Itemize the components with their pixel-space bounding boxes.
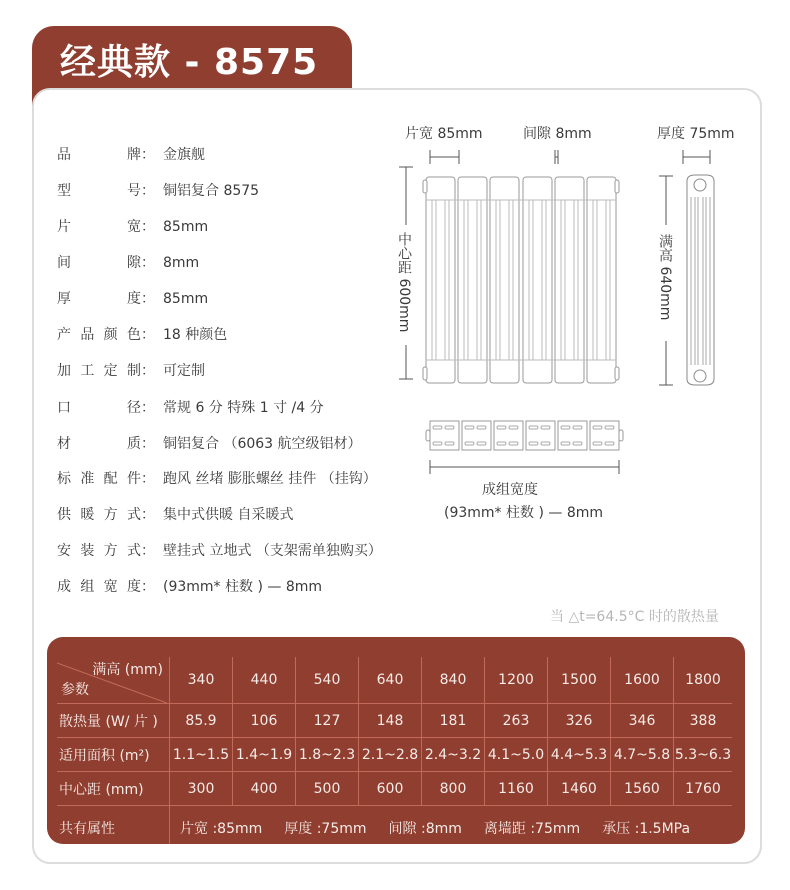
table-cell: 300 <box>170 772 233 806</box>
parameter-table-panel <box>47 637 745 844</box>
spec-value: 常规 6 分 特殊 1 寸 /4 分 <box>163 400 324 416</box>
table-cell: 148 <box>359 704 422 738</box>
table-cell: 4.1~5.0 <box>485 738 548 772</box>
spec-row-accessories: 标准配件： 跑风 丝堵 膨胀螺丝 挂件 （挂钩） <box>57 468 377 492</box>
spec-label: 品牌 <box>57 147 141 163</box>
table-header-row <box>57 657 732 704</box>
spec-row-thickness: 厚度： 85mm <box>57 288 208 312</box>
spec-value: 跑风 丝堵 膨胀螺丝 挂件 （挂钩） <box>163 471 377 487</box>
spec-value: 壁挂式 立地式 （支架需单独购买） <box>163 543 382 559</box>
parameter-table <box>57 657 732 844</box>
table-cell: 1200 <box>485 657 548 704</box>
table-cell: 1500 <box>548 657 611 704</box>
table-cell: 1460 <box>548 772 611 806</box>
common-value: 离墙距 :75mm <box>483 821 581 837</box>
table-common-row <box>57 806 732 845</box>
table-cell: 600 <box>359 772 422 806</box>
spec-label: 安装方式 <box>57 543 141 559</box>
table-cell: 127 <box>296 704 359 738</box>
spec-row-heating: 供暖方式： 集中式供暖 自采暖式 <box>57 504 293 528</box>
spec-value: 集中式供暖 自采暖式 <box>163 507 294 523</box>
row-label: 中心距 (mm) <box>57 772 170 806</box>
table-cell: 326 <box>548 704 611 738</box>
center-distance-label: 中心距 600mm <box>396 232 412 333</box>
header-full-height: 满高 (mm) <box>92 662 163 678</box>
table-row <box>57 704 732 738</box>
spec-label: 加工定制 <box>57 363 141 379</box>
spec-label: 型号 <box>57 183 141 199</box>
spec-value: 可定制 <box>163 363 205 379</box>
group-width-formula: (93mm* 柱数 ) — 8mm <box>444 505 603 521</box>
spec-row-install: 安装方式： 壁挂式 立地式 （支架需单独购买） <box>57 540 382 564</box>
table-cell: 106 <box>233 704 296 738</box>
table-cell: 1800 <box>674 657 733 704</box>
spec-row-material: 材质： 铜铝复合 （6063 航空级铝材） <box>57 433 362 457</box>
common-value: 片宽 :85mm <box>180 821 263 837</box>
spec-label: 间隙 <box>57 255 141 271</box>
table-cell: 540 <box>296 657 359 704</box>
table-cell: 1560 <box>611 772 674 806</box>
table-cell: 388 <box>674 704 733 738</box>
row-label: 适用面积 (m²) <box>57 738 170 772</box>
table-cell: 400 <box>233 772 296 806</box>
radiator-side-view-diagram <box>655 145 725 390</box>
common-label: 共有属性 <box>57 806 170 845</box>
table-cell: 340 <box>170 657 233 704</box>
table-cell: 2.1~2.8 <box>359 738 422 772</box>
radiator-front-view-diagram <box>395 145 635 390</box>
common-value: 厚度 :75mm <box>284 821 367 837</box>
spec-label: 片宽 <box>57 219 141 235</box>
table-cell: 1160 <box>485 772 548 806</box>
table-cell: 263 <box>485 704 548 738</box>
full-height-label: 满高 640mm <box>657 234 673 321</box>
spec-value: 85mm <box>163 291 209 307</box>
table-cell: 1.4~1.9 <box>233 738 296 772</box>
table-cell: 4.7~5.8 <box>611 738 674 772</box>
spec-label: 口径 <box>57 400 141 416</box>
table-cell: 1.8~2.3 <box>296 738 359 772</box>
spec-value: 18 种颜色 <box>163 327 228 343</box>
radiator-top-view-diagram <box>420 418 635 478</box>
spec-label: 材质 <box>57 436 141 452</box>
spec-row-colors: 产品颜色： 18 种颜色 <box>57 324 227 348</box>
table-cell: 800 <box>422 772 485 806</box>
spec-value: 85mm <box>163 219 209 235</box>
table-cell: 500 <box>296 772 359 806</box>
table-cell: 1760 <box>674 772 733 806</box>
row-label: 散热量 (W/ 片 ) <box>57 704 170 738</box>
spec-value: 铜铝复合 8575 <box>163 183 260 199</box>
spec-value: 金旗舰 <box>163 147 205 163</box>
spec-row-custom: 加工定制： 可定制 <box>57 360 205 384</box>
spec-label: 产品颜色 <box>57 327 141 343</box>
table-cell: 5.3~6.3 <box>674 738 733 772</box>
page-title: 经典款 - 8575 <box>60 42 319 83</box>
spec-label: 供暖方式 <box>57 507 141 523</box>
spec-row-model: 型号： 铜铝复合 8575 <box>57 180 259 204</box>
table-cell: 346 <box>611 704 674 738</box>
table-cell: 2.4~3.2 <box>422 738 485 772</box>
spec-row-brand: 品牌： 金旗舰 <box>57 144 205 168</box>
spec-row-gap: 间隙： 8mm <box>57 252 199 276</box>
spec-label: 标准配件 <box>57 471 141 487</box>
table-corner-header <box>57 657 170 704</box>
table-cell: 85.9 <box>170 704 233 738</box>
spec-row-width: 片宽： 85mm <box>57 216 208 240</box>
spec-row-group-width: 成组宽度： (93mm* 柱数 ) — 8mm <box>57 576 322 600</box>
spec-value: (93mm* 柱数 ) — 8mm <box>163 579 322 595</box>
spec-row-caliber: 口径： 常规 6 分 特殊 1 寸 /4 分 <box>57 397 324 421</box>
table-cell: 4.4~5.3 <box>548 738 611 772</box>
table-row <box>57 738 732 772</box>
spec-label: 成组宽度 <box>57 579 141 595</box>
spec-value: 铜铝复合 （6063 航空级铝材） <box>163 436 362 452</box>
header-parameters: 参数 <box>61 682 89 698</box>
table-cell: 840 <box>422 657 485 704</box>
thickness-label: 厚度 75mm <box>657 126 735 142</box>
common-values <box>170 806 733 845</box>
spec-label: 厚度 <box>57 291 141 307</box>
table-row <box>57 772 732 806</box>
gap-label: 间隙 8mm <box>523 126 592 142</box>
table-cell: 181 <box>422 704 485 738</box>
table-cell: 1.1~1.5 <box>170 738 233 772</box>
heat-dissipation-note: 当 △t=64.5°C 时的散热量 <box>550 609 719 625</box>
front-width-label: 片宽 85mm <box>405 126 483 142</box>
table-cell: 640 <box>359 657 422 704</box>
common-value: 承压 :1.5MPa <box>602 821 691 837</box>
group-width-label: 成组宽度 <box>482 482 538 498</box>
spec-value: 8mm <box>163 255 200 271</box>
table-cell: 440 <box>233 657 296 704</box>
common-value: 间隙 :8mm <box>388 821 462 837</box>
table-cell: 1600 <box>611 657 674 704</box>
